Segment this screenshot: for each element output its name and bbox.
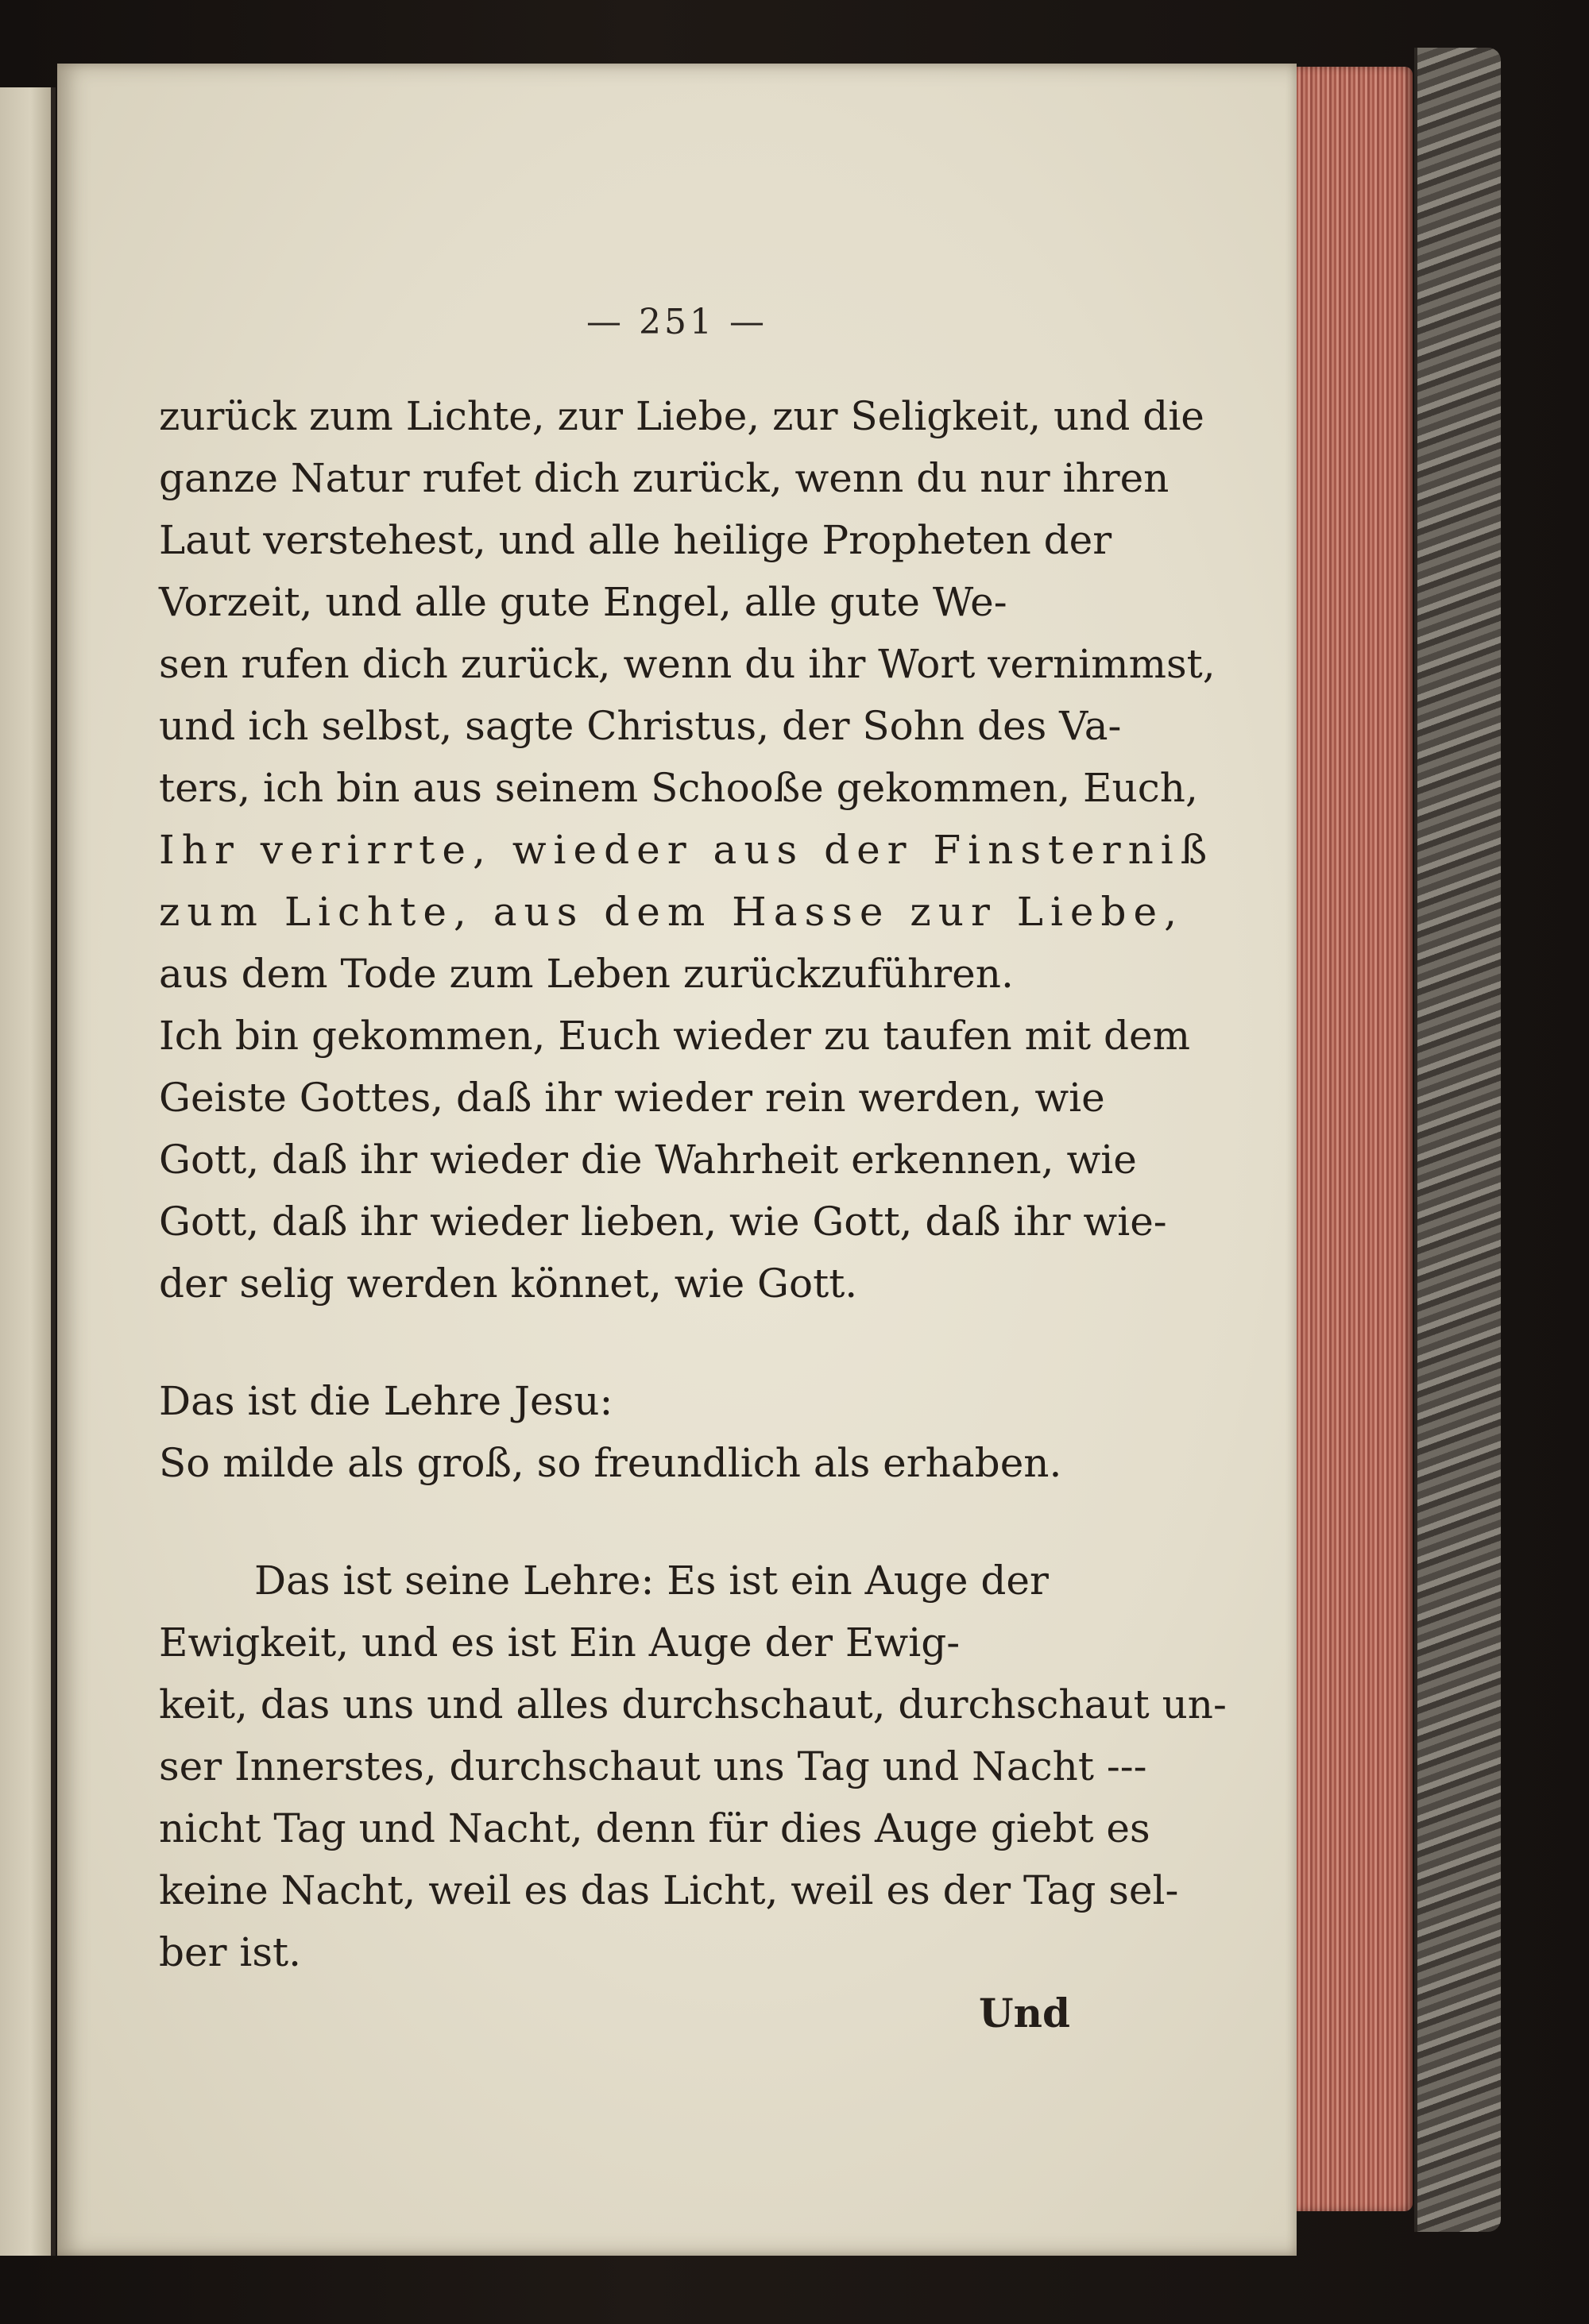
text-line: Geiste Gottes, daß ihr wieder rein werden, wie <box>159 1075 1105 1121</box>
text-line: Ich bin gekommen, Euch wieder zu taufen mit dem <box>159 1013 1191 1059</box>
text-line: Gott, daß ihr wieder lieben, wie Gott, daß ihr wie- <box>159 1199 1167 1245</box>
text-line: keine Nacht, weil es das Licht, weil es der Tag sel- <box>159 1867 1179 1913</box>
catchword: Und <box>979 1990 1070 2036</box>
book-page <box>57 64 1297 2256</box>
text-line: nicht Tag und Nacht, denn für dies Auge giebt es <box>159 1805 1150 1851</box>
text-line: sen rufen dich zurück, wenn du ihr Wort vernimmst, <box>159 641 1216 687</box>
text-line: der selig werden könnet, wie Gott. <box>159 1260 858 1307</box>
text-line: keit, das uns und alles durchschaut, durchschaut un- <box>159 1681 1227 1728</box>
book-cover-edge <box>1414 48 1501 2232</box>
text-line: ser Innerstes, durchschaut uns Tag und Nacht --- <box>159 1743 1147 1789</box>
text-line: Vorzeit, und alle gute Engel, alle gute We- <box>159 579 1007 625</box>
text-line: Das ist die Lehre Jesu: <box>159 1378 613 1424</box>
text-line: zum Lichte, aus dem Hasse zur Liebe, <box>159 889 1185 935</box>
text-line: ters, ich bin aus seinem Schooße gekommen, Euch, <box>159 765 1198 811</box>
text-line: Das ist seine Lehre: Es ist ein Auge der <box>254 1558 1049 1604</box>
paragraph-gap <box>159 1494 1152 1550</box>
paragraph-gap <box>159 1314 1152 1370</box>
body-text <box>159 385 1227 1983</box>
previous-page-edge <box>0 87 56 2256</box>
text-line: und ich selbst, sagte Christus, der Sohn des Va- <box>159 703 1122 749</box>
text-line: Gott, daß ihr wieder die Wahrheit erkennen, wie <box>159 1137 1137 1183</box>
text-line: Ewigkeit, und es ist Ein Auge der Ewig- <box>159 1619 961 1666</box>
text-line: Ihr verirrte, wieder aus der Finsterniß <box>159 827 1215 873</box>
text-line: ber ist. <box>159 1929 302 1975</box>
page-number: — 251 — <box>586 302 767 342</box>
text-line: aus dem Tode zum Leben zurückzuführen. <box>159 951 1014 997</box>
page-fore-edge <box>1293 67 1413 2211</box>
text-line: ganze Natur rufet dich zurück, wenn du nur ihren <box>159 455 1170 501</box>
text-line: zurück zum Lichte, zur Liebe, zur Seligkeit, und die <box>159 393 1204 439</box>
text-line: So milde als groß, so freundlich als erhaben. <box>159 1440 1062 1486</box>
text-line: Laut verstehest, und alle heilige Propheten der <box>159 517 1112 563</box>
